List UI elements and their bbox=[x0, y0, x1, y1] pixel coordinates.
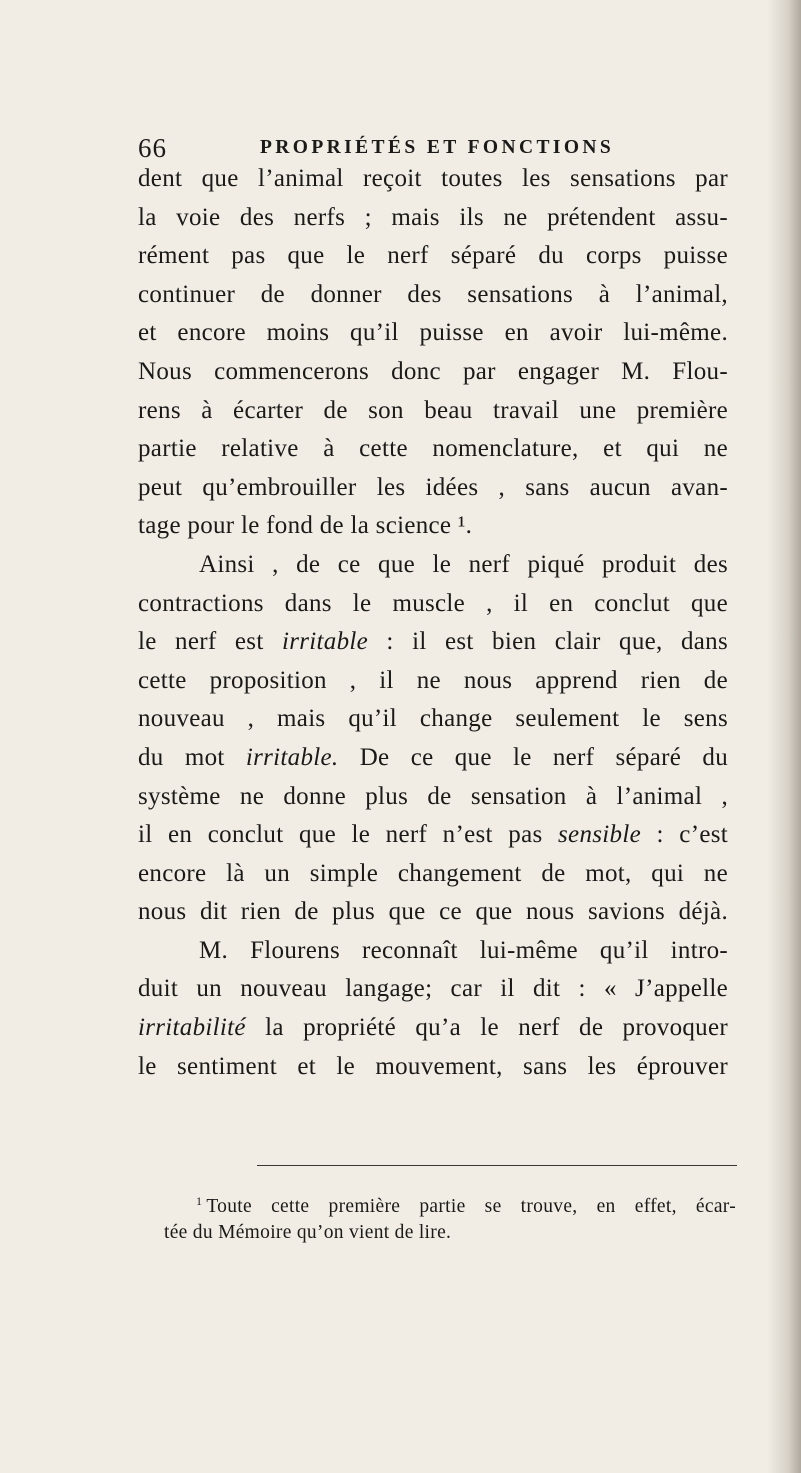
text-line: rens à écarter de son beau travail une première bbox=[138, 396, 728, 424]
page-number: 66 bbox=[138, 133, 167, 163]
running-title: PROPRIÉTÉS ET FONCTIONS bbox=[260, 137, 615, 158]
text-line: la voie des nerfs ; mais ils ne prétendent assu- bbox=[138, 203, 728, 231]
text-line: continuer de donner des sensations à l’animal, bbox=[138, 280, 728, 308]
footnote-mark: 1 bbox=[196, 1194, 203, 1208]
text-line: le sentiment et le mouvement, sans les éprouver bbox=[138, 1052, 728, 1080]
text-line: il en conclut que le nerf n’est pas sensible : c’est bbox=[138, 821, 728, 849]
italic-term: irritable. bbox=[245, 743, 339, 771]
text-line: cette proposition , il ne nous apprend rien de bbox=[138, 666, 728, 694]
text-line: nouveau , mais qu’il change seulement le sens bbox=[138, 705, 728, 733]
text-line: partie relative à cette nomenclature, et qui ne bbox=[138, 435, 728, 463]
footnote bbox=[164, 1186, 736, 1248]
text-line: tage pour le fond de la science ¹. bbox=[138, 512, 473, 540]
page-edge-shadow bbox=[767, 0, 801, 1473]
text-line: encore là un simple changement de mot, qui ne bbox=[138, 859, 728, 887]
text-line: Nous commencerons donc par engager M. Flou- bbox=[138, 357, 728, 385]
text-line: le nerf est irritable : il est bien clair que, dans bbox=[138, 628, 728, 656]
footnote-rule bbox=[257, 1165, 737, 1166]
text-line: duit un nouveau langage; car il dit : « J’appelle bbox=[138, 975, 728, 1003]
italic-term: irritabilité bbox=[138, 1014, 246, 1042]
text-line: du mot irritable. De ce que le nerf séparé du bbox=[138, 743, 728, 771]
italic-term: sensible bbox=[558, 821, 641, 849]
italic-term: irritable bbox=[281, 628, 369, 656]
text-line: dent que l’animal reçoit toutes les sensations par bbox=[138, 165, 728, 192]
text-line: irritabilité la propriété qu’a le nerf de provoquer bbox=[138, 1014, 728, 1042]
text-line: système ne donne plus de sensation à l’animal , bbox=[138, 782, 728, 810]
text-line: et encore moins qu’il puisse en avoir lui-même. bbox=[138, 319, 728, 347]
text-line: M. Flourens reconnaît lui-même qu’il intro- bbox=[199, 936, 728, 964]
footnote-line: tée du Mémoire qu’on vient de lire. bbox=[164, 1222, 452, 1243]
text-line: nous dit rien de plus que ce que nous savions déjà. bbox=[138, 898, 728, 926]
text-line: Ainsi , de ce que le nerf piqué produit des bbox=[199, 550, 728, 578]
text-line: rément pas que le nerf séparé du corps puisse bbox=[138, 242, 728, 270]
text-line: peut qu’embrouiller les idées , sans aucun avan- bbox=[138, 473, 728, 501]
footnote-line bbox=[180, 1186, 736, 1217]
body-text bbox=[138, 160, 728, 1086]
footnote-text: Toute cette première partie se trouve, en effet, écar- bbox=[206, 1196, 736, 1217]
text-line: contractions dans le muscle , il en conclut que bbox=[138, 589, 728, 617]
